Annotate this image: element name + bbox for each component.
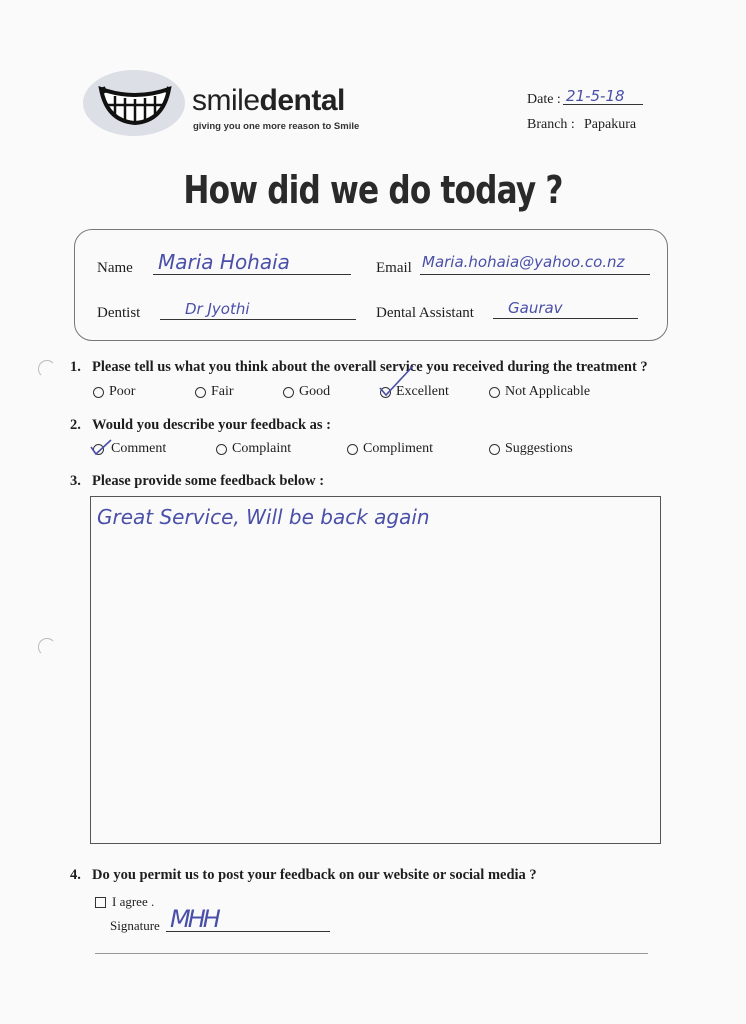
branch-value: Papakura [584,117,637,132]
branch-label: Branch : [527,117,575,132]
brand-tagline: giving you one more reason to Smile [193,121,360,132]
assistant-line [493,318,638,319]
date-label: Date : [527,92,561,107]
radio-icon [283,387,294,398]
checkmark-icon [89,437,113,457]
q3-number: 3. [70,473,81,489]
signature-label: Signature [110,918,160,933]
radio-icon [93,387,104,398]
q2-number: 2. [70,417,81,433]
radio-icon [216,444,227,455]
q1-option-fair[interactable]: Fair [195,384,234,400]
name-label: Name [97,260,133,276]
date-value: 21-5-18 [566,87,625,105]
info-box [74,229,668,341]
dentist-label: Dentist [97,305,141,321]
q2-option-complaint[interactable]: Complaint [216,441,291,457]
q4-text: Do you permit us to post your feedback on our website or social media ? [92,867,537,883]
checkmark-icon [377,364,417,398]
q1-option-poor[interactable]: Poor [93,384,135,400]
radio-icon [195,387,206,398]
checkbox-icon [95,897,106,908]
dentist-line [160,319,356,320]
email-label: Email [376,260,412,276]
q1-option-good[interactable]: Good [283,384,330,400]
page-title: How did we do today ? [183,168,563,212]
q2-option-suggestions[interactable]: Suggestions [489,441,573,457]
signature-value[interactable]: MHH [170,905,218,933]
q2-text: Would you describe your feedback as : [92,417,332,433]
agree-checkbox[interactable]: I agree . [95,894,154,910]
brand-name: smiledental [192,84,345,117]
q1-option-not-applicable[interactable]: Not Applicable [489,384,590,400]
assistant-value[interactable]: Gaurav [508,299,563,317]
smile-logo-icon [97,83,173,125]
name-line [153,274,351,275]
q1-number: 1. [70,359,81,375]
q2-option-compliment[interactable]: Compliment [347,441,433,457]
q3-text: Please provide some feedback below : [92,473,325,489]
q2-option-comment[interactable]: Comment [93,441,166,457]
name-value[interactable]: Maria Hohaia [158,250,290,274]
email-line [420,274,650,275]
dentist-value[interactable]: Dr Jyothi [185,300,250,318]
punch-hole-top [38,360,56,378]
feedback-text: Great Service, Will be back again [97,505,430,529]
punch-hole-middle [38,638,56,656]
q1-option-excellent[interactable]: Excellent [380,384,449,400]
q4-number: 4. [70,867,81,883]
bottom-divider [95,953,648,954]
email-value[interactable]: Maria.hohaia@yahoo.co.nz [422,253,625,271]
feedback-box[interactable] [90,496,661,844]
assistant-label: Dental Assistant [376,305,474,321]
q1-text: Please tell us what you think about the overall service you received during the treatment ? [92,359,648,375]
radio-icon [489,387,500,398]
radio-icon [489,444,500,455]
radio-icon [347,444,358,455]
